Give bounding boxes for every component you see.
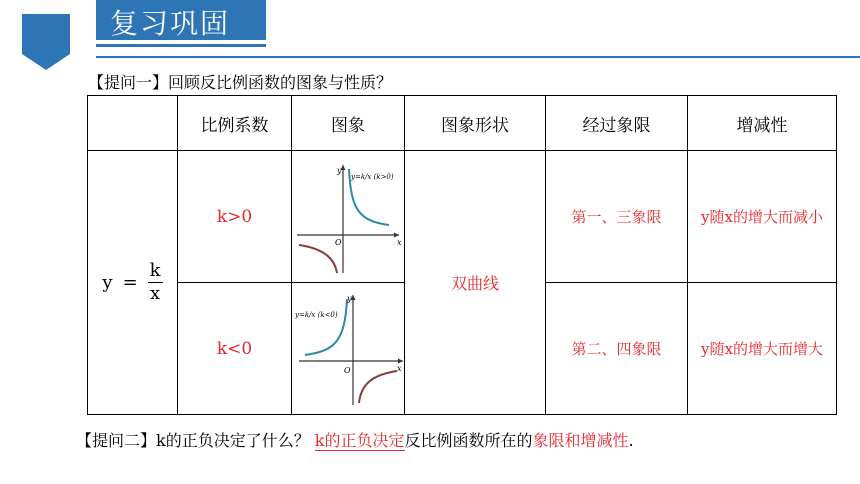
formula-cell	[88, 151, 178, 415]
formula-eq: =	[122, 272, 138, 293]
k-value-cell: k<0	[178, 283, 292, 415]
monotonicity-cell: y随x的增大而增大	[688, 283, 837, 415]
title-underline	[96, 44, 266, 47]
formula	[88, 262, 177, 303]
answer-highlight: k的正负决定	[314, 431, 405, 450]
shape-cell: 双曲线	[405, 151, 546, 415]
graph-y-label: y	[347, 293, 352, 303]
graph-cell	[292, 283, 405, 415]
graph-function-label: y=k/x (k>0)	[351, 172, 394, 181]
properties-table	[87, 95, 837, 415]
table-header-row	[88, 96, 837, 151]
column-header: 经过象限	[546, 96, 688, 151]
question-two-prompt: 【提问二】k的正负决定了什么？	[76, 431, 310, 450]
column-header: 比例系数	[178, 96, 292, 151]
table-row	[88, 151, 837, 283]
column-header: 图象形状	[405, 96, 546, 151]
formula-numerator: k	[149, 260, 161, 281]
graph-k-positive	[293, 155, 403, 275]
k-value-cell: k>0	[178, 151, 292, 283]
quadrant-cell: 第一、三象限	[546, 151, 688, 283]
monotonicity-cell: y随x的增大而减小	[688, 151, 837, 283]
graph-k-negative	[293, 287, 403, 407]
answer-period: .	[628, 431, 634, 450]
formula-denominator: x	[150, 283, 161, 304]
formula-lhs: y	[102, 272, 113, 293]
answer-text: 反比例函数所在的	[404, 431, 533, 450]
page-title: 复习巩固	[110, 7, 231, 40]
section-badge-icon	[22, 14, 70, 70]
question-one: 【提问一】回顾反比例函数的图象与性质？	[88, 73, 393, 92]
corner-cell	[88, 96, 178, 151]
graph-origin-label: O	[335, 237, 342, 247]
quadrant-cell: 第二、四象限	[546, 283, 688, 415]
graph-function-label: y=k/x (k<0)	[295, 310, 338, 319]
graph-x-label: x	[397, 237, 402, 247]
graph-x-label: x	[397, 363, 402, 373]
graph-y-label: y	[337, 165, 342, 175]
graph-cell	[292, 151, 405, 283]
answer-highlight-2: 象限和增减性	[532, 431, 629, 450]
column-header: 图象	[292, 96, 405, 151]
formula-fraction	[148, 262, 163, 303]
graph-origin-label: O	[344, 365, 351, 375]
question-two	[76, 428, 634, 451]
column-header: 增减性	[688, 96, 837, 151]
